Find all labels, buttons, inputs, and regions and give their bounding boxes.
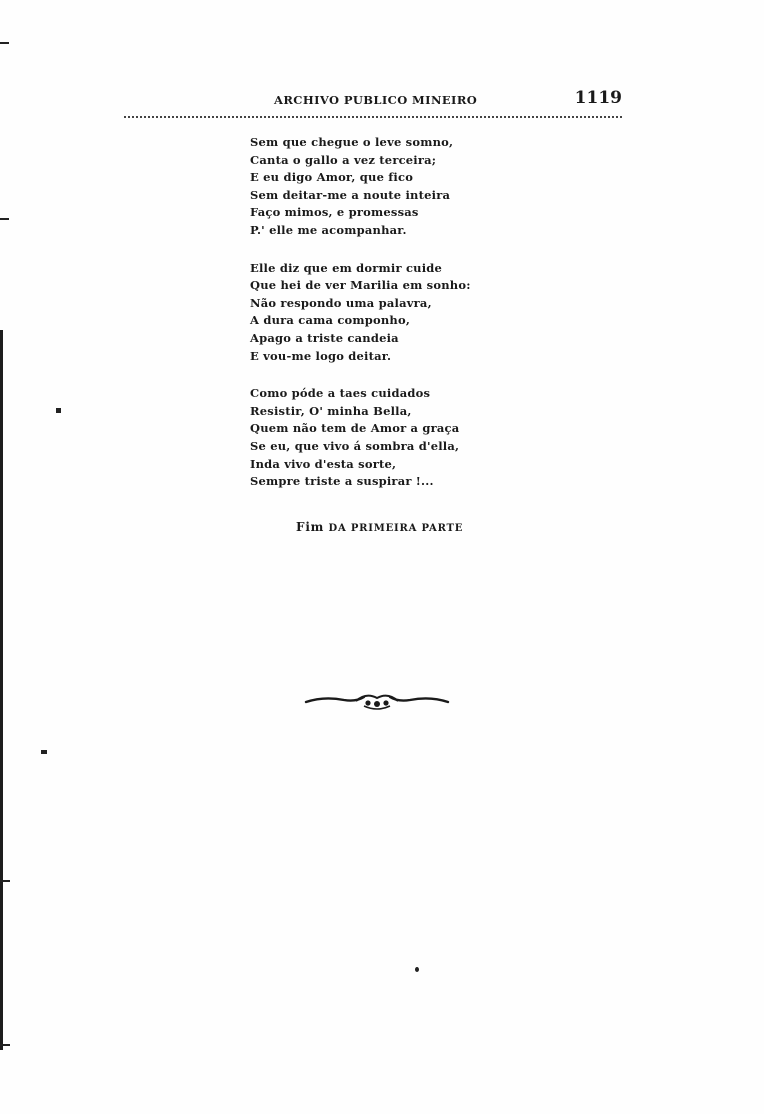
stray-dot-mark bbox=[415, 967, 419, 972]
poem-line: Resistir, O' minha Bella, bbox=[250, 403, 412, 418]
running-head bbox=[124, 88, 622, 112]
scan-mark bbox=[0, 1044, 10, 1046]
poem-line: E eu digo Amor, que fico bbox=[250, 170, 414, 185]
poem-line: Apago a triste candeia bbox=[250, 330, 399, 345]
poem-line: Faço mimos, e promessas bbox=[250, 205, 419, 220]
page-number: 1119 bbox=[574, 88, 622, 108]
poem-line: A dura cama componho, bbox=[250, 313, 411, 328]
poem-line: Sempre triste a suspirar !... bbox=[250, 474, 434, 489]
running-title: ARCHIVO PUBLICO MINEIRO bbox=[274, 93, 478, 107]
scan-mark bbox=[0, 42, 9, 44]
poem-line: Se eu, que vivo á sombra d'ella, bbox=[250, 438, 460, 453]
poem-line: Que hei de ver Marilia em sonho: bbox=[250, 278, 471, 293]
header-rule bbox=[124, 116, 622, 118]
scan-mark bbox=[41, 750, 47, 754]
scan-edge-line bbox=[0, 330, 3, 1050]
stanza bbox=[250, 385, 510, 491]
end-note-word: DA bbox=[328, 523, 347, 534]
poem-line: Sem que chegue o leve somno, bbox=[250, 135, 454, 149]
poem-line: E vou-me logo deitar. bbox=[250, 348, 392, 363]
tailpiece-ornament-icon bbox=[304, 688, 450, 712]
end-note-word: PRIMEIRA bbox=[350, 523, 418, 534]
end-note-word: Fim bbox=[296, 520, 325, 534]
scan-mark bbox=[56, 408, 61, 413]
scan-mark bbox=[0, 880, 10, 882]
poem-line: Inda vivo d'esta sorte, bbox=[250, 456, 397, 471]
poem-line: Canta o gallo a vez terceira; bbox=[250, 152, 437, 167]
poem-line: Elle diz que em dormir cuide bbox=[250, 260, 443, 275]
end-of-part-note bbox=[296, 520, 463, 534]
poem bbox=[250, 134, 510, 511]
poem-line: Como póde a taes cuidados bbox=[250, 386, 431, 401]
end-note-word: PARTE bbox=[421, 523, 464, 534]
stanza bbox=[250, 260, 510, 366]
poem-line: Quem não tem de Amor a graça bbox=[250, 421, 460, 436]
stanza bbox=[250, 134, 510, 240]
scan-mark bbox=[0, 218, 9, 220]
poem-line: Não respondo uma palavra, bbox=[250, 295, 432, 310]
poem-line: P.' elle me acompanhar. bbox=[250, 222, 407, 237]
poem-line: Sem deitar-me a noute inteira bbox=[250, 187, 451, 202]
